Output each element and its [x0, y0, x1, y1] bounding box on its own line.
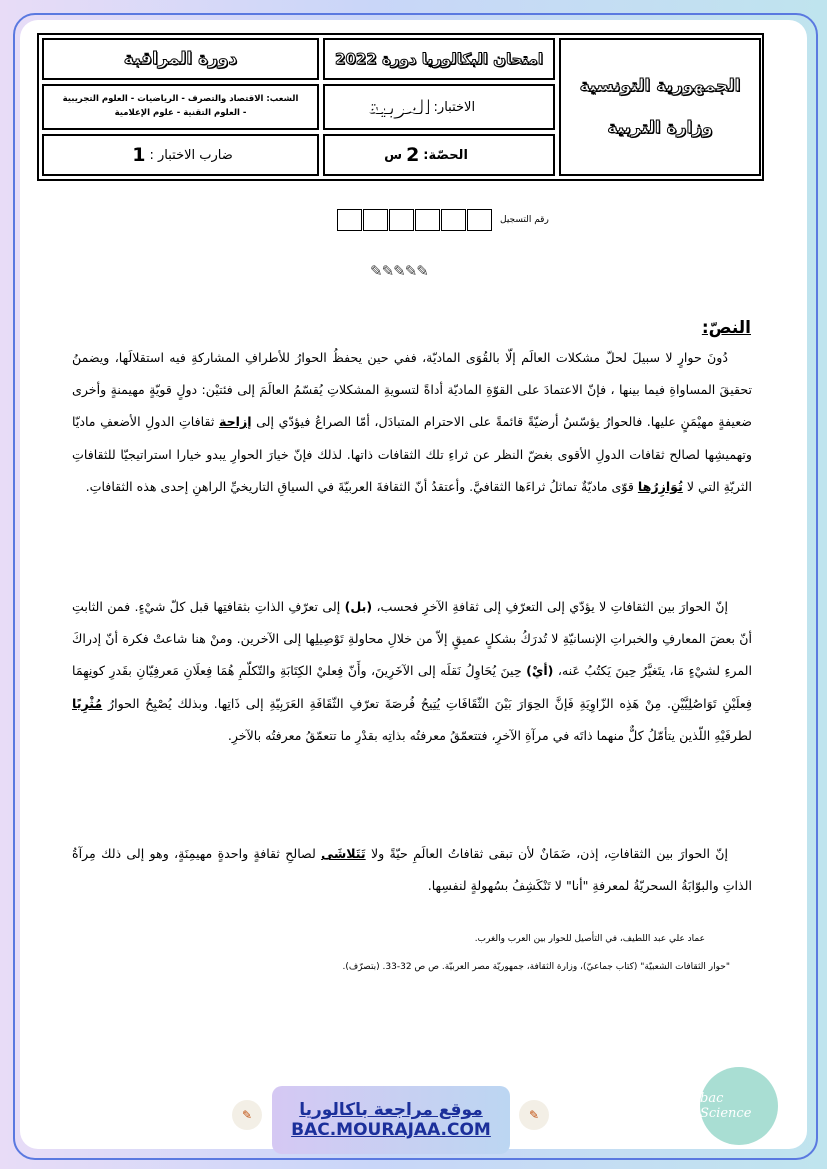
reference-source: "حوار الثقافات الشعبيّة" (كتاب جماعيّ)، وزارة الثقافة، جمهوريّة مصر العربيّة. ص ص 32-33. (بتصرّف). — [342, 962, 730, 972]
coefficient-cell — [42, 134, 319, 176]
subject-label: الاختبار: — [433, 99, 476, 115]
duration-value: 2 — [406, 144, 420, 166]
p1-part-a: دُونَ حوارٍ لا سبيلَ لحلّ مشكلات العالَم إلّا بالقُوَى الماديّة، ففي حين يحفظُ الحوارُ للأطرافِ المشاركةِ فيه استقلالَها، ويضمنُ تحقيقَ المساواةِ فيما بينها ، فإنّ الاعتمادَ على القوّةِ الماديّة أداةً لتسويةِ المشكلاتِ يُقسّمُ العالَمَ إلى فئتيْن: دولٍ قويّةٍ مهيمنةٍ وأخرى ضعيفةٍ مهيْمَنٍ عليها. فالحوارُ يؤسّسُ أرضيّةً قائمةً على الاحترام المتبادَل، أمّا الصراعُ فيؤدّي إلى — [72, 350, 753, 430]
p2-part-b: إلى تعرّفِ الذاتِ بثقافتِها قبل كلّ شيْءٍ. فمن الثابتِ أنّ بعضَ المعارفِ والخبراتِ الإنسانيّةِ لا تُدرَكُ بشكلٍ عميقٍ إلاّ من خلالِ محاولةِ تَوْصِيلِها إلى الآخرين. ومنْ هنا شاعتْ فكرة أنّ إدراكَ المرءِ لشيْءٍ مَا، يتَغيَّرُ حِينَ يَكتُبُ عَنه، — [72, 599, 752, 679]
session-title: دورة المراقبة — [42, 38, 319, 80]
exam-header-table — [37, 33, 764, 181]
reference-author: عماد علي عبد اللطيف، في التأصيل للحوار بين العرب والغرب. — [474, 934, 705, 944]
text-title: النصّ: — [701, 318, 751, 338]
exam-page — [20, 20, 807, 1149]
paragraph-2 — [72, 591, 752, 752]
p3-part-a: إنّ الحوارَ بين الثقافاتِ، إذن، ضَمَانٌ لأن تبقى ثقافاتُ العالَمِ حيّةً ولا — [370, 846, 728, 861]
duration-cell — [323, 134, 555, 176]
p1-part-c: قوّى ماديّةٌ تماثلُ ثراءَها الثقافيَّ. وأعتقدُ أنّ الثقافةَ العربيّةَ في السياقِ التاريخيِّ الراهنِ إحدى هذه الثقافاتِ. — [85, 478, 634, 494]
registration-boxes — [336, 209, 492, 231]
duration-label: الحصّة: — [423, 147, 468, 163]
p3-part-b: لصالحِ ثقافةٍ واحدةٍ مهيمِنَةٍ، وهو إلى ذلك مِرآةُ الذاتِ والبوّابَةُ السحريّةُ لمعرفةِ "أنا" لا تَنْكَشِفُ بسُهولةٍ لنفسِها. — [72, 846, 752, 894]
p1-part-b: ثقافاتِ الدولِ الأضعفِ ماديّا وتهميشِها لصالح ثقافات الدولِ الأقوى بغضّ النظر عن ثراءِ تلك الثقافات ذاتها. لذلك فإنّ خيارَ الحوارِ يبدو خيارا استراتيجيّا للثقافاتِ الثريّةِ التي لا — [72, 414, 752, 494]
branches-cell — [42, 84, 319, 130]
p2-bold-ay: (أيْ) — [526, 663, 554, 679]
paragraph-1 — [72, 342, 752, 503]
p2-part-d: لطرفَيْهِ اللّذين يتأمّلُ كلٌّ منهما ذاتَه في مرآةِ الآخرِ، فتتعمّقُ معرفتُه بذاتِه بقدْرِ ما تتعمّقُ معرفتُه بالآخرِ. — [227, 727, 752, 743]
subject-name: العربية — [366, 96, 430, 118]
site-banner[interactable] — [272, 1086, 510, 1154]
subject-cell — [323, 84, 555, 130]
p2-part-a: إنّ الحوارَ بين الثقافاتِ لا يؤدّي إلى التعرّفِ إلى ثقافةِ الآخرِ فحسب، — [376, 599, 728, 614]
branches-line-2: - العلوم التقنية - علوم الإعلامية — [114, 108, 247, 118]
republic-name: الجمهورية التونسية — [579, 76, 741, 96]
book-logo-icon: ✎ — [519, 1100, 549, 1130]
p2-part-c: حِينَ يُحَاوِلُ نَقلَه إلى الآخَرِينَ، وأَنّ فِعليْ الكِتَابَةِ والتّكلّمِ هُمَا فِعلَانِ مَعرفِيّانِ بقَدرِ كونِهِمَا فِعلَيْنِ تَوَاصُلِيَّيْنِ. مِنْ هَذِه الزّاوِيَةِ فَإنَّ الحِوَارَ بَيْنَ الثّقَافَاتِ يُتِيحُ فُرصَةَ تعرّفِ الثّقَافَةِ العَرَبِيّةِ إلى ذَاتِها. وبذلك يُصْبِحُ الحوارُ — [72, 663, 752, 711]
republic-cell — [559, 38, 761, 176]
registration-digit-box[interactable] — [363, 209, 388, 231]
coefficient-value: 1 — [132, 144, 146, 166]
branches-line-1: الشعب: الاقتصاد والتصرف - الرياضيات - العلوم التجريبية — [62, 94, 299, 105]
site-url-link[interactable]: BAC.MOURAJAA.COM — [291, 1120, 491, 1140]
paragraph-3 — [72, 838, 752, 902]
pencil-icon: ✎✎✎✎✎ — [370, 262, 428, 280]
registration-digit-box[interactable] — [467, 209, 492, 231]
p2-bold-bal: (بل) — [344, 599, 373, 614]
registration-digit-box[interactable] — [415, 209, 440, 231]
registration-label: رقم التسجيل — [500, 215, 549, 225]
p1-underlined-word-1: إزاحة — [218, 414, 252, 430]
registration-digit-box[interactable] — [337, 209, 362, 231]
ministry-name: وزارة التربية — [607, 118, 713, 138]
site-name-arabic[interactable]: موقع مراجعة باكالوريا — [299, 1100, 483, 1120]
coefficient-label: ضارب الاختبار : — [149, 147, 233, 163]
bac-science-logo: bac Science — [700, 1067, 778, 1145]
p2-underlined-word: مُثْرِيًا — [72, 695, 103, 711]
duration-unit: س — [384, 147, 403, 163]
registration-number — [336, 208, 549, 232]
p1-underlined-word-2: تُوَازِرُها — [637, 478, 683, 494]
exam-title: امتحان البكالوريا دورة 2022 — [323, 38, 555, 80]
registration-digit-box[interactable] — [389, 209, 414, 231]
book-logo-icon: ✎ — [232, 1100, 262, 1130]
p3-underlined-word: تَتَلاشَى — [321, 846, 366, 861]
registration-digit-box[interactable] — [441, 209, 466, 231]
